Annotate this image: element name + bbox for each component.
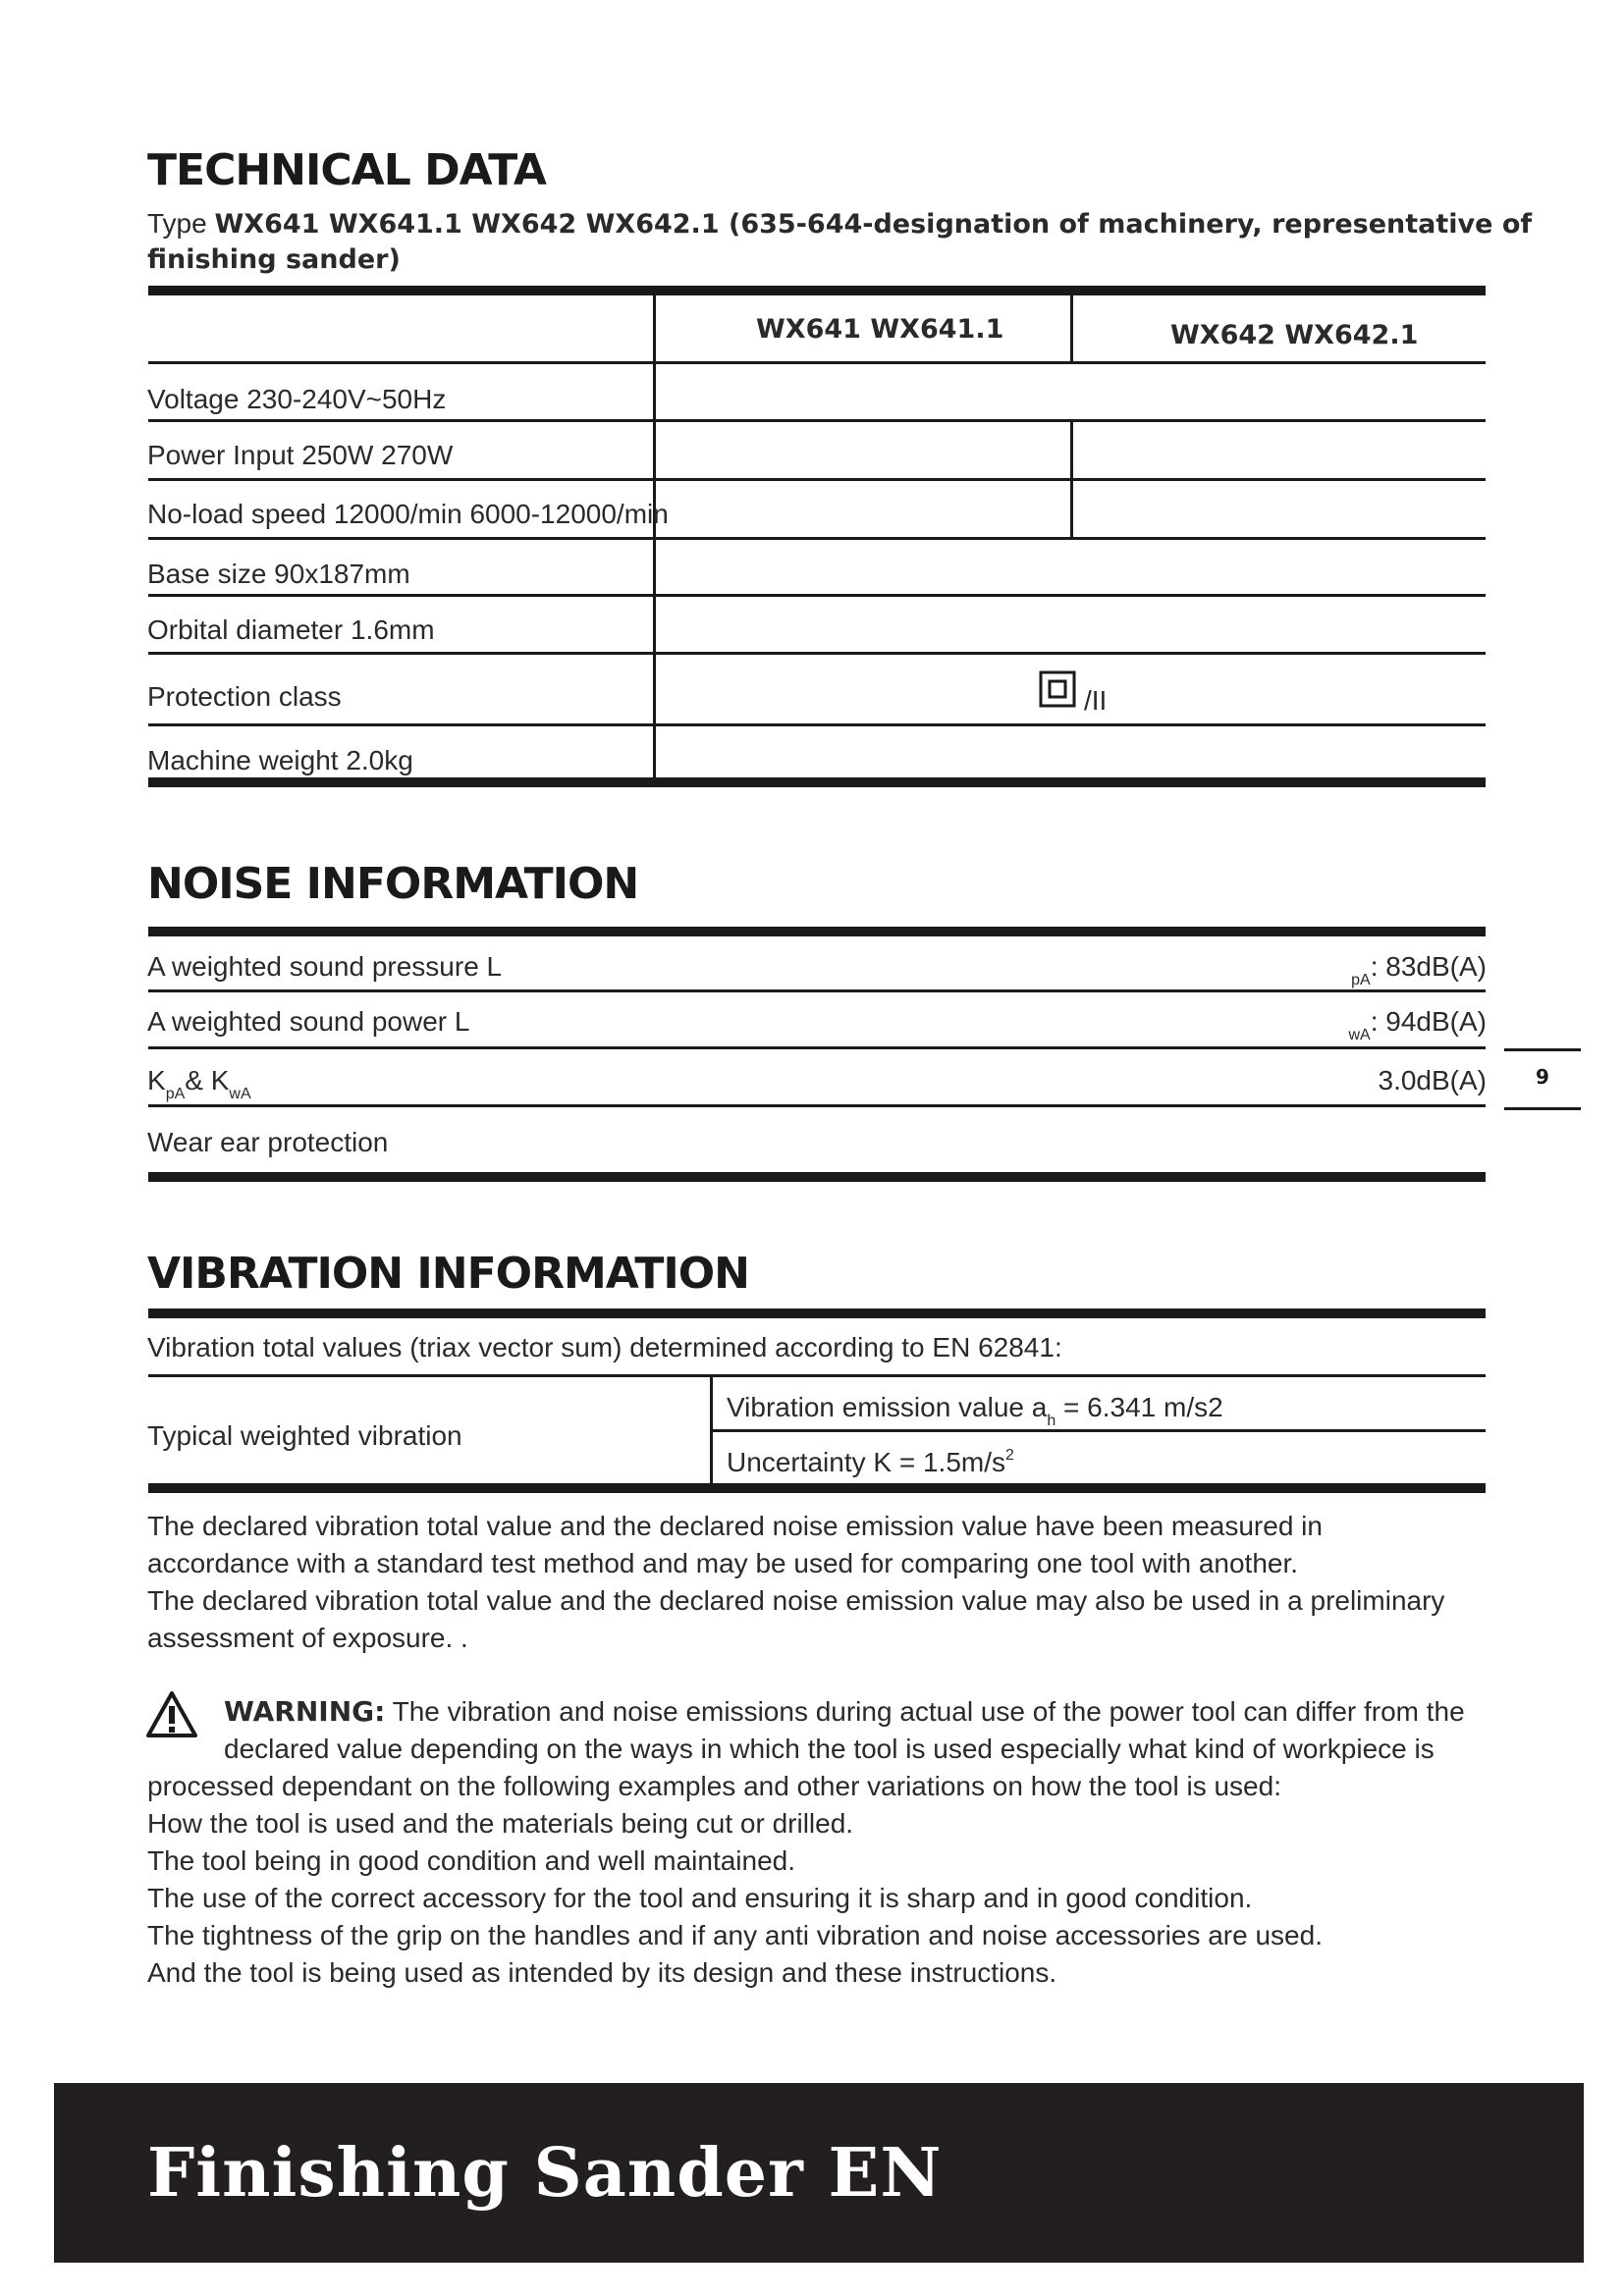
subscript: pA [1351, 972, 1371, 988]
label: Uncertainty K = 1.5m/s [727, 1447, 1006, 1477]
value: = 6.341 m/s2 [1056, 1392, 1223, 1422]
vibration-uncertainty [727, 1447, 1014, 1478]
protection-class-value: /II [1084, 685, 1108, 716]
column-header-wx641: WX641 WX641.1 [756, 314, 1004, 345]
table-rule [148, 537, 1486, 540]
type-value: WX641 WX641.1 WX642 WX642.1 (635-644-designation of machinery, representative of [214, 209, 1533, 240]
paragraph-line: How the tool is used and the materials being cut or drilled. [147, 1808, 854, 1839]
vibration-emission-value [727, 1392, 1223, 1430]
paragraph-line: The tool being in good condition and well maintained. [147, 1845, 796, 1876]
vibration-bottom-rule [148, 1483, 1486, 1493]
paragraph-line: The tightness of the grip on the handles and if any anti vibration and noise accessories are used. [147, 1920, 1323, 1950]
table-rule [148, 1374, 1486, 1377]
noise-bottom-rule [148, 1172, 1486, 1182]
double-insulation-icon [1039, 670, 1076, 708]
paragraph-line: accordance with a standard test method and may be used for comparing one tool with another. [147, 1548, 1299, 1578]
sound-power-label: A weighted sound power L [147, 1006, 470, 1037]
vibration-intro: Vibration total values (triax vector sum) determined according to EN 62841: [147, 1332, 1062, 1362]
footer-banner [54, 2083, 1584, 2263]
table-rule [148, 594, 1486, 597]
warning-label: WARNING: [224, 1695, 386, 1728]
k-symbol: K [147, 1065, 166, 1095]
row-machine-weight: Machine weight 2.0kg [147, 745, 413, 775]
paragraph-line: The declared vibration total value and the declared noise emission value have been measured in [147, 1511, 1323, 1541]
superscript: 2 [1005, 1447, 1014, 1464]
row-orbital-diameter: Orbital diameter 1.6mm [147, 614, 435, 645]
subscript: pA [165, 1086, 186, 1102]
row-base-size: Base size 90x187mm [147, 559, 410, 589]
noise-top-rule [148, 927, 1486, 936]
noise-information-heading: NOISE INFORMATION [147, 859, 639, 909]
subscript: h [1047, 1413, 1056, 1429]
wear-ear-protection: Wear ear protection [147, 1127, 389, 1157]
value: : 94dB(A) [1370, 1006, 1487, 1037]
paragraph-line: And the tool is being used as intended by its design and these instructions. [147, 1957, 1057, 1988]
k-symbol: & K [185, 1065, 230, 1095]
table-bottom-rule [148, 777, 1486, 787]
value: : 83dB(A) [1370, 951, 1487, 982]
declared-values-paragraph [147, 1508, 1492, 1657]
table-divider [1070, 295, 1073, 364]
paragraph-line: The vibration and noise emissions during actual use of the power tool can differ from the [385, 1696, 1465, 1727]
typical-weighted-vibration: Typical weighted vibration [147, 1420, 462, 1451]
row-voltage: Voltage 230-240V~50Hz [147, 384, 447, 414]
footer-title: Finishing Sander EN [147, 2134, 943, 2213]
page-number-rule [1504, 1107, 1581, 1110]
technical-data-heading: TECHNICAL DATA [147, 145, 546, 195]
table-rule [148, 723, 1486, 726]
sound-pressure-label: A weighted sound pressure L [147, 951, 503, 982]
sound-power-value [1348, 1006, 1487, 1044]
warning-first-line [147, 1693, 1492, 1731]
vibration-information-heading: VIBRATION INFORMATION [147, 1249, 749, 1299]
table-rule [148, 361, 1486, 364]
table-rule [148, 1046, 1486, 1049]
subscript: wA [229, 1086, 251, 1102]
label: Vibration emission value a [727, 1392, 1048, 1422]
vibration-top-rule [148, 1308, 1486, 1318]
warning-paragraph [147, 1693, 1492, 1992]
row-protection-class: Protection class [147, 681, 342, 712]
row-power-input: Power Input 250W 270W [147, 440, 454, 470]
subscript: wA [1348, 1027, 1371, 1043]
table-rule [148, 419, 1486, 422]
page-number-rule [1504, 1048, 1581, 1051]
uncertainty-k-label [147, 1065, 251, 1103]
table-top-rule [148, 286, 1486, 295]
page-number: 9 [1536, 1065, 1549, 1089]
paragraph-line: processed dependant on the following examples and other variations on how the tool is used: [147, 1771, 1281, 1801]
table-rule [148, 1104, 1486, 1107]
table-rule [148, 478, 1486, 481]
paragraph-line: assessment of exposure. . [147, 1623, 468, 1653]
paragraph-line: declared value depending on the ways in which the tool is used especially what kind of workpiece is [224, 1734, 1435, 1764]
sound-pressure-value [1351, 951, 1487, 989]
paragraph-line: The declared vibration total value and the declared noise emission value may also be used in a preliminary [147, 1585, 1445, 1616]
type-value-continued: finishing sander) [147, 244, 401, 275]
paragraph-line: The use of the correct accessory for the tool and ensuring it is sharp and in good condition. [147, 1883, 1253, 1913]
row-no-load-speed: No-load speed 12000/min 6000-12000/min [147, 499, 669, 529]
uncertainty-k-value: 3.0dB(A) [1378, 1065, 1487, 1095]
type-line [147, 208, 1532, 240]
table-rule [148, 652, 1486, 655]
type-label: Type [147, 208, 207, 239]
table-rule [148, 989, 1486, 992]
column-header-wx642: WX642 WX642.1 [1170, 320, 1419, 350]
